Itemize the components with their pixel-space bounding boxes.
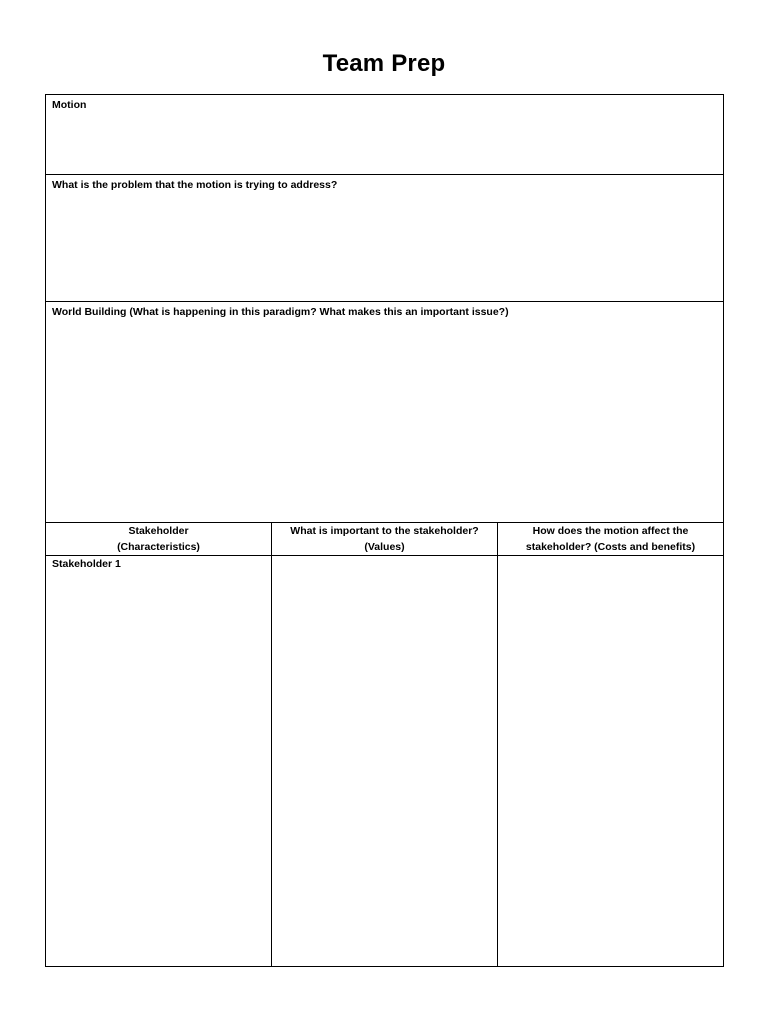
- values-header-line1: What is important to the stakeholder?: [290, 525, 479, 537]
- world-building-section[interactable]: [46, 302, 723, 523]
- effects-header-line1: How does the motion affect the: [532, 525, 689, 537]
- stakeholder-column-header: [46, 523, 272, 556]
- stakeholder-1-label: Stakeholder 1: [52, 558, 121, 570]
- values-header-line2: (Values): [364, 541, 405, 553]
- effects-header-line2: stakeholder? (Costs and benefits): [525, 541, 696, 553]
- problem-section[interactable]: [46, 175, 723, 302]
- team-prep-form: [45, 94, 724, 967]
- motion-label: Motion: [52, 99, 87, 111]
- page-title: Team Prep: [322, 50, 446, 77]
- values-cell[interactable]: [272, 556, 498, 966]
- effects-column-header: [498, 523, 723, 556]
- motion-section[interactable]: [46, 95, 723, 175]
- values-column-header: [272, 523, 498, 556]
- stakeholder-cell[interactable]: [46, 556, 272, 966]
- stakeholder-header-line2: (Characteristics): [117, 541, 200, 553]
- effects-cell[interactable]: [498, 556, 723, 966]
- world-building-label: World Building (What is happening in this paradigm? What makes this an important issue?): [52, 306, 509, 318]
- stakeholder-header-line1: Stakeholder: [128, 525, 189, 537]
- problem-label: What is the problem that the motion is trying to address?: [52, 179, 338, 191]
